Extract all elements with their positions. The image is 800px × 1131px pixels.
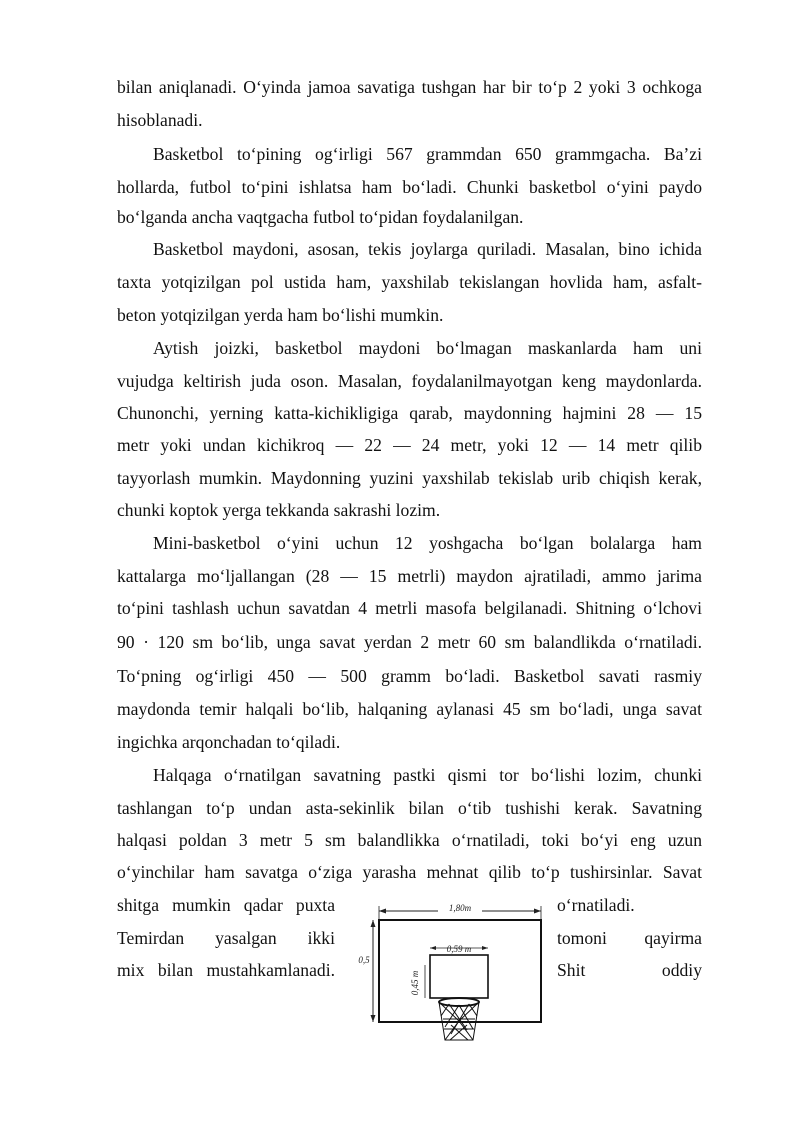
text-line: hisoblanadi. bbox=[117, 110, 203, 130]
wrap-right-line: tomoni qayirma bbox=[557, 928, 702, 948]
text-line: hollarda, futbol to‘pini ishlatsa ham bo‘ladi. Chunki basketbol o‘yini paydo bbox=[117, 177, 702, 197]
text-line: vujudga keltirish juda oson. Masalan, foydalanilmayotgan keng maydonlarda. bbox=[117, 371, 702, 391]
arrow-left-icon bbox=[379, 909, 386, 914]
wrap-right-line: Shit oddiy bbox=[557, 960, 702, 980]
text-line: to‘pini tashlash uchun savatdan 4 metrli masofa belgilanadi. Shitning o‘lchovi bbox=[117, 598, 702, 618]
text-line: halqasi poldan 3 metr 5 sm balandlikka o‘rnatiladi, toki bo‘yi eng uzun bbox=[117, 830, 702, 850]
width-label: 1,80m bbox=[448, 903, 472, 913]
text-line: Mini-basketbol o‘yini uchun 12 yoshgacha bo‘lgan bolalarga ham bbox=[153, 533, 702, 553]
text-line: kattalarga mo‘ljallangan (28 — 15 metrli) maydon ajratiladi, ammo jarima bbox=[117, 566, 702, 586]
text-line: Basketbol to‘pining og‘irligi 567 grammdan 650 grammgacha. Ba’zi bbox=[153, 144, 702, 164]
text-line: maydonda temir halqali bo‘lib, halqaning aylanasi 45 sm bo‘ladi, unga savat bbox=[117, 699, 702, 719]
wrap-right-line: o‘rnatiladi. bbox=[557, 895, 635, 915]
text-line: bilan aniqlanadi. O‘yinda jamoa savatiga tushgan har bir to‘p 2 yoki 3 ochkoga bbox=[117, 77, 702, 97]
text-line: chunki koptok yerga tekkanda sakrashi lozim. bbox=[117, 500, 441, 520]
arrow-down-icon bbox=[371, 1015, 376, 1022]
wrap-left-line: shitga mumkin qadar puxta bbox=[117, 895, 335, 915]
text-line: To‘pning og‘irligi 450 — 500 gramm bo‘ladi. Basketbol savati rasmiy bbox=[117, 666, 702, 686]
arrow-right-icon bbox=[534, 909, 541, 914]
text-line: 90 · 120 sm bo‘lib, unga savat yerdan 2 metr 60 sm balandlikda o‘rnatiladi. bbox=[117, 632, 702, 652]
inner-width-label: 0,59 m bbox=[446, 944, 472, 954]
text-line: Basketbol maydoni, asosan, tekis joylarga quriladi. Masalan, bino ichida bbox=[153, 239, 702, 259]
text-line: metr yoki undan kichikroq — 22 — 24 metr, yoki 12 — 14 metr qilib bbox=[117, 435, 702, 455]
height-label: 0,5 bbox=[358, 955, 370, 965]
rim bbox=[439, 998, 479, 1006]
text-line: bo‘lganda ancha vaqtgacha futbol to‘pidan foydalanilgan. bbox=[117, 207, 524, 227]
text-line: taxta yotqizilgan pol ustida ham, yaxshilab tekislangan hovlida ham, asfalt- bbox=[117, 272, 702, 292]
text-line: Halqaga o‘rnatilgan savatning pastki qismi tor bo‘lishi lozim, chunki bbox=[153, 765, 702, 785]
text-line: tayyorlash mumkin. Maydonning yuzini yaxshilab tekislab urib chiqish kerak, bbox=[117, 468, 702, 488]
text-line: beton yotqizilgan yerda ham bo‘lishi mumkin. bbox=[117, 305, 444, 325]
text-line: Chunonchi, yerning katta-kichikligiga qarab, maydonning hajmini 28 — 15 bbox=[117, 403, 702, 423]
wrap-left-line: Temirdan yasalgan ikki bbox=[117, 928, 335, 948]
text-line: tashlangan to‘p undan asta-sekinlik bilan o‘tib tushishi kerak. Savatning bbox=[117, 798, 702, 818]
text-line: Aytish joizki, basketbol maydoni bo‘lmagan maskanlarda ham uni bbox=[153, 338, 702, 358]
text-line: ingichka arqonchadan to‘qiladi. bbox=[117, 732, 341, 752]
text-line: o‘yinchilar ham savatga o‘ziga yarasha mehnat qilib to‘p tushirsinlar. Savat bbox=[117, 862, 702, 882]
backboard-diagram bbox=[355, 888, 555, 1048]
wrap-left-line: mix bilan mustahkamlanadi. bbox=[117, 960, 335, 980]
backboard-svg bbox=[355, 888, 555, 1048]
inner-rectangle bbox=[430, 955, 488, 998]
inner-height-label: 0,45 m bbox=[410, 970, 420, 996]
arrow-up-icon bbox=[371, 920, 376, 927]
